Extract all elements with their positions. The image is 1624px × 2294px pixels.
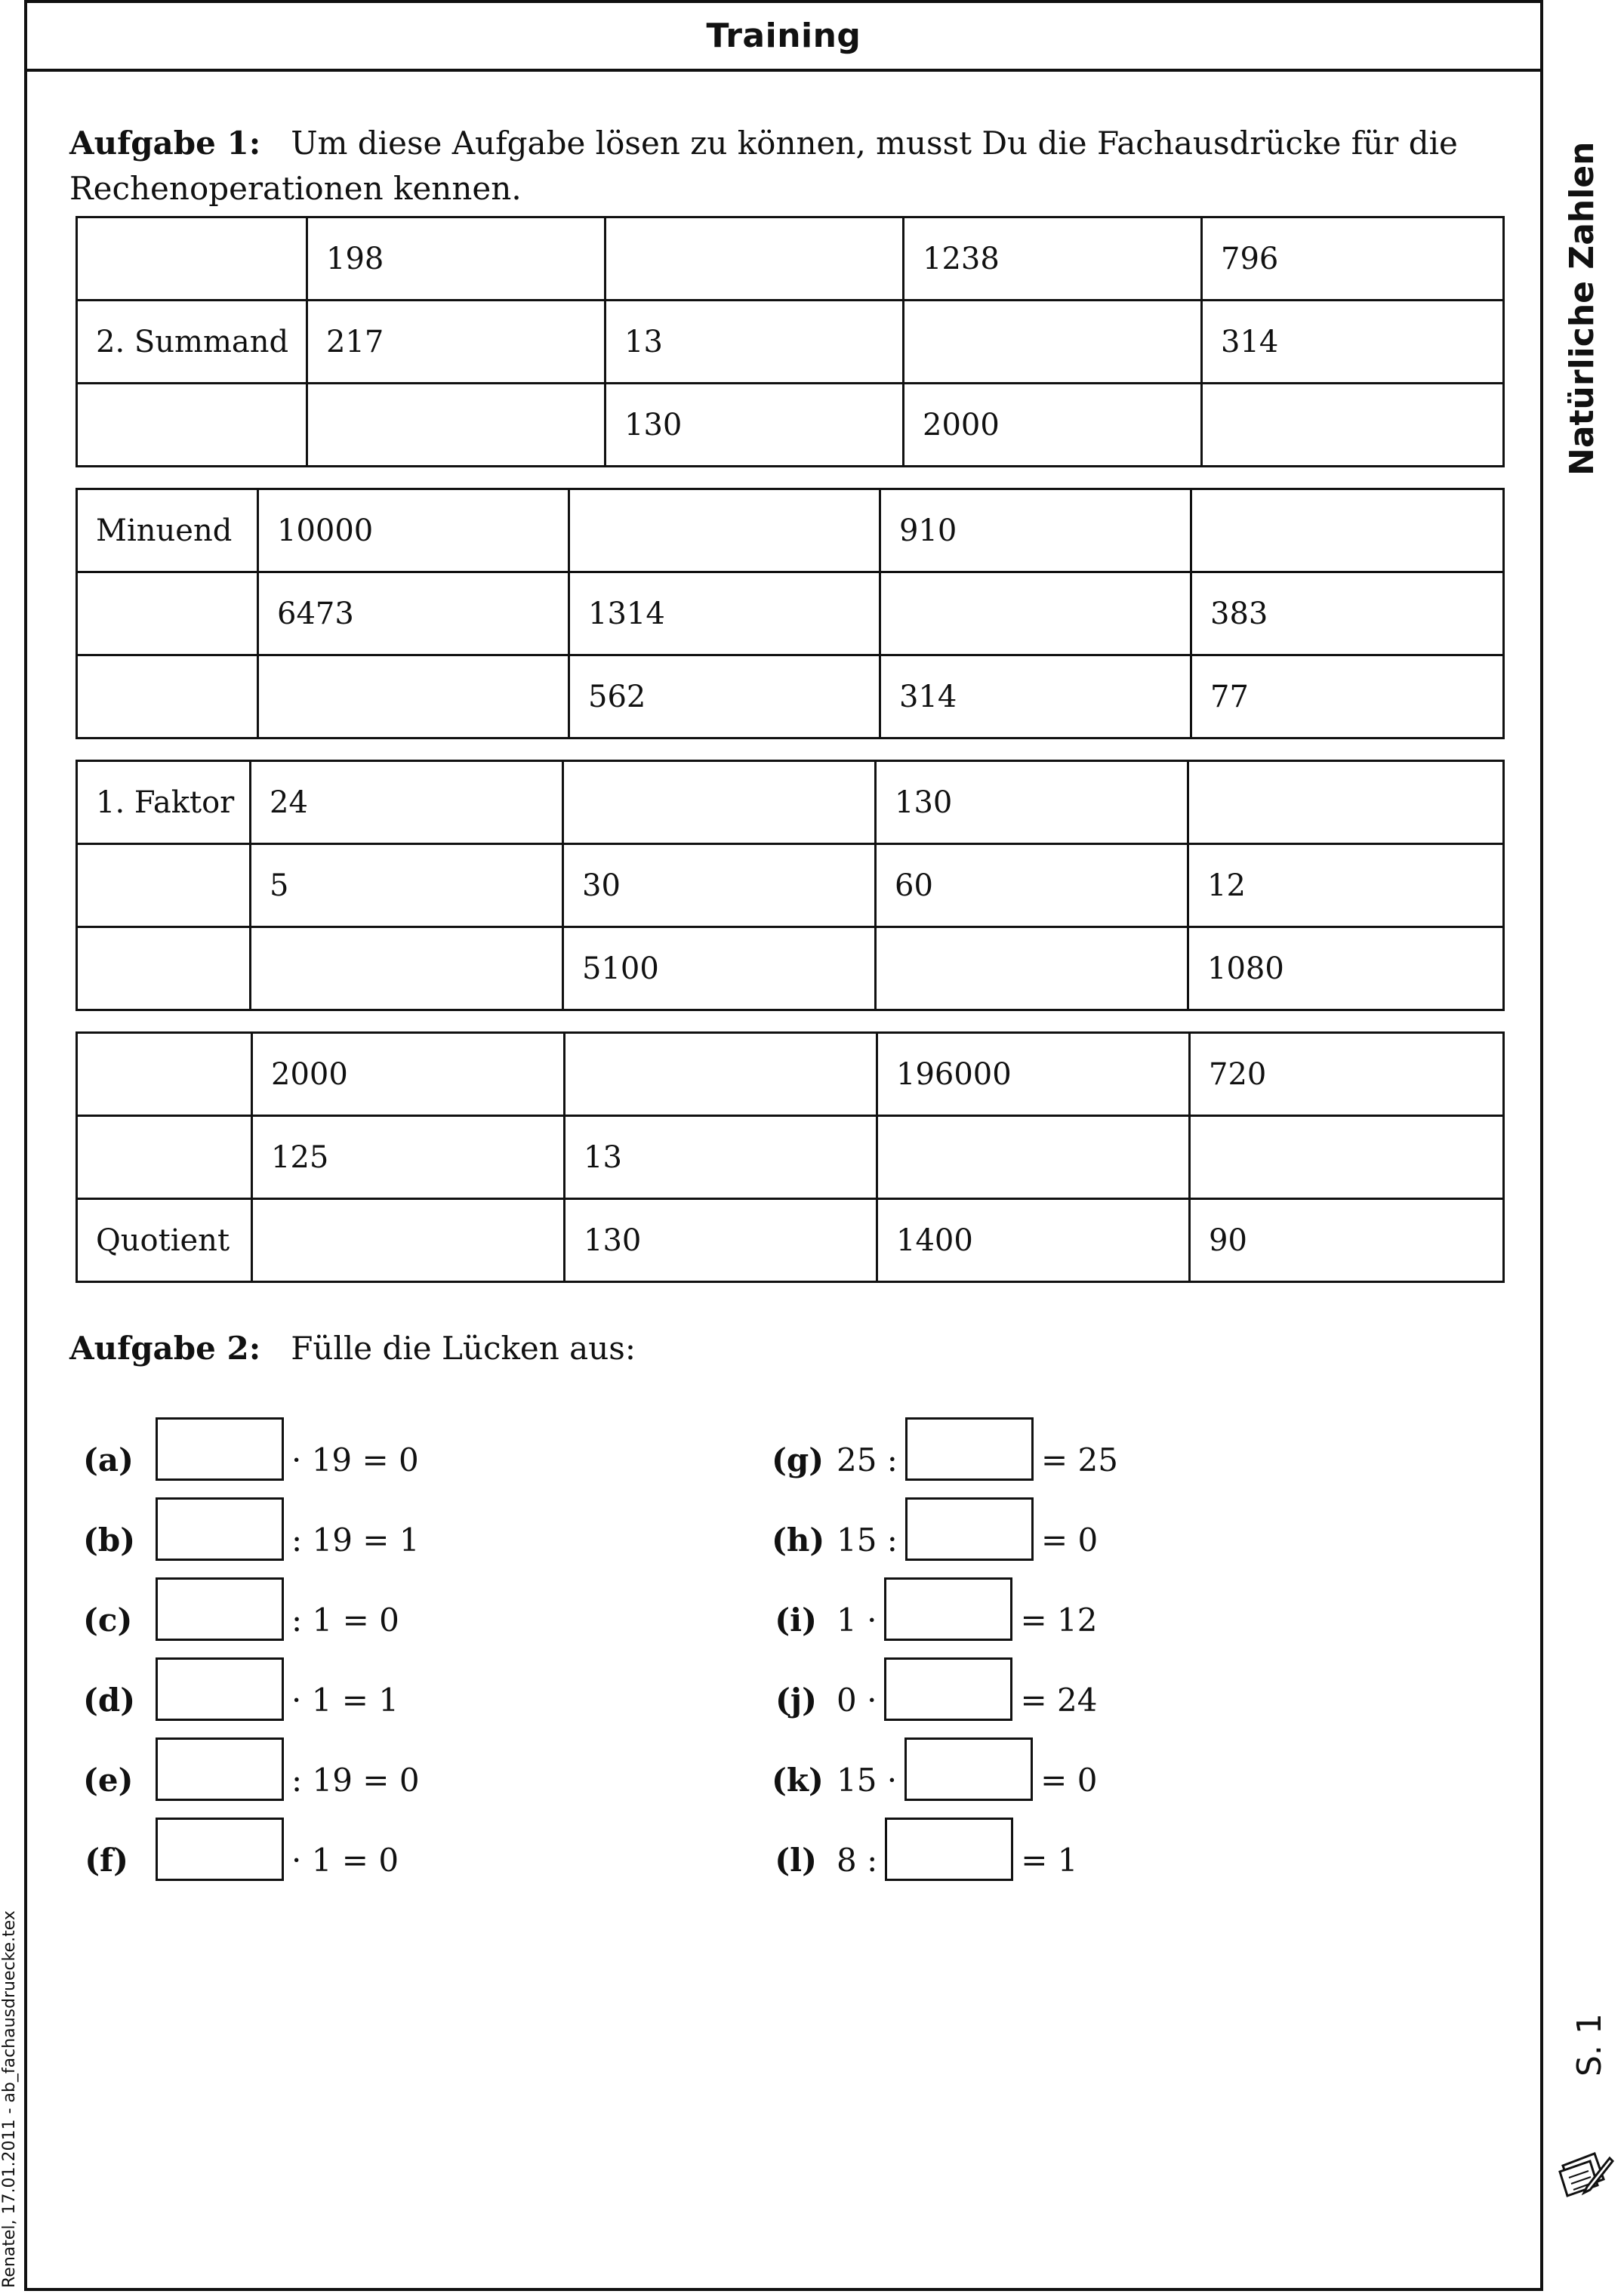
- task1-heading: [69, 121, 1504, 211]
- answer-blank[interactable]: [905, 1497, 1034, 1561]
- exercise-e: [83, 1746, 420, 1814]
- page-title: Training: [706, 17, 861, 55]
- exercise-label: (f): [85, 1841, 128, 1879]
- exercise-a: [83, 1426, 419, 1494]
- exercise-before: 15 :: [837, 1521, 898, 1559]
- answer-blank[interactable]: [156, 1657, 284, 1721]
- table-cell[interactable]: [258, 655, 569, 738]
- table-row: [77, 655, 1504, 738]
- table-row: [77, 301, 1504, 384]
- table-cell[interactable]: 314: [1202, 301, 1504, 384]
- page-header: [24, 0, 1543, 72]
- exercise-after: · 1 = 1: [291, 1681, 399, 1719]
- table-cell[interactable]: 198: [307, 217, 606, 301]
- table-cell[interactable]: [77, 217, 307, 301]
- exercise-label: (d): [83, 1681, 136, 1719]
- table-cell[interactable]: [1191, 489, 1504, 572]
- division-table: [75, 1031, 1505, 1283]
- exercise-label: (a): [83, 1441, 134, 1478]
- exercise-before: 1 ·: [837, 1601, 877, 1639]
- exercise-after: = 24: [1020, 1681, 1098, 1719]
- exercise-after: = 25: [1040, 1441, 1118, 1478]
- table-cell[interactable]: [77, 1116, 252, 1199]
- table-row: [77, 1116, 1504, 1199]
- exercise-d: [83, 1666, 399, 1734]
- table-cell[interactable]: 196000: [877, 1033, 1190, 1116]
- table-cell[interactable]: 130: [565, 1199, 877, 1282]
- table-cell[interactable]: 10000: [258, 489, 569, 572]
- footer-note-text: Renatel, 17.01.2011 - ab_fachausdruecke.tex: [0, 1910, 19, 2288]
- exercise-after: = 12: [1020, 1601, 1098, 1639]
- table-cell[interactable]: [77, 1033, 252, 1116]
- table-row: [77, 384, 1504, 467]
- table-row: [77, 761, 1504, 844]
- table-cell[interactable]: 130: [606, 384, 904, 467]
- exercise-k: [772, 1746, 1097, 1814]
- table-cell[interactable]: 13: [606, 301, 904, 384]
- table-cell[interactable]: [563, 761, 876, 844]
- table-cell[interactable]: 1080: [1188, 927, 1504, 1010]
- table-cell[interactable]: [1202, 384, 1504, 467]
- exercise-after: · 1 = 0: [291, 1841, 399, 1879]
- table-cell[interactable]: 383: [1191, 572, 1504, 655]
- subtraction-table: [75, 488, 1505, 739]
- exercise-before: 15 ·: [837, 1761, 898, 1799]
- table-row: [77, 1033, 1504, 1116]
- exercise-after: = 0: [1040, 1761, 1098, 1799]
- exercise-after: = 0: [1040, 1521, 1099, 1559]
- exercise-i: [772, 1586, 1097, 1654]
- answer-blank[interactable]: [905, 1417, 1034, 1481]
- table-cell[interactable]: 2. Summand: [77, 301, 307, 384]
- table-cell[interactable]: 5100: [563, 927, 876, 1010]
- answer-blank[interactable]: [885, 1818, 1013, 1881]
- side-title-text: Natürliche Zahlen: [1563, 141, 1601, 476]
- table-cell[interactable]: 12: [1188, 844, 1504, 927]
- table-cell[interactable]: 2000: [252, 1033, 565, 1116]
- table-cell[interactable]: 24: [251, 761, 563, 844]
- exercise-label: (g): [772, 1441, 824, 1478]
- table-row: [77, 844, 1504, 927]
- answer-blank[interactable]: [156, 1577, 284, 1641]
- table-row: [77, 489, 1504, 572]
- table-cell[interactable]: Quotient: [77, 1199, 252, 1282]
- exercise-b: [83, 1506, 420, 1574]
- exercise-label: (j): [775, 1681, 817, 1719]
- page-number-text: S. 1: [1570, 2013, 1609, 2077]
- table-cell[interactable]: 60: [876, 844, 1188, 927]
- answer-blank[interactable]: [884, 1577, 1012, 1641]
- table-cell[interactable]: [904, 301, 1202, 384]
- table-cell[interactable]: 1238: [904, 217, 1202, 301]
- table-cell[interactable]: [251, 927, 563, 1010]
- answer-blank[interactable]: [156, 1818, 284, 1881]
- table-cell[interactable]: Minuend: [77, 489, 258, 572]
- table-cell[interactable]: 314: [880, 655, 1191, 738]
- exercise-after: : 1 = 0: [291, 1601, 399, 1639]
- task2-heading: [69, 1326, 1504, 1371]
- table-cell[interactable]: 5: [251, 844, 563, 927]
- table-cell[interactable]: 30: [563, 844, 876, 927]
- exercise-f: [83, 1826, 399, 1894]
- table-cell[interactable]: [569, 489, 880, 572]
- exercise-l: [772, 1826, 1078, 1894]
- task2-text: Fülle die Lücken aus:: [291, 1330, 636, 1367]
- exercise-before: 8 :: [837, 1841, 878, 1879]
- table-cell[interactable]: 910: [880, 489, 1191, 572]
- addition-table: [75, 216, 1505, 467]
- answer-blank[interactable]: [156, 1417, 284, 1481]
- table-cell[interactable]: [77, 655, 258, 738]
- table-cell[interactable]: 1400: [877, 1199, 1190, 1282]
- exercise-label: (b): [83, 1521, 136, 1559]
- table-cell[interactable]: [77, 844, 251, 927]
- table-cell[interactable]: 6473: [258, 572, 569, 655]
- exercise-label: (h): [772, 1521, 825, 1559]
- answer-blank[interactable]: [156, 1497, 284, 1561]
- table-row: [77, 217, 1504, 301]
- table-cell[interactable]: [877, 1116, 1190, 1199]
- exercise-c: [83, 1586, 399, 1654]
- paper-pen-icon: [1557, 2143, 1617, 2203]
- table-cell[interactable]: 720: [1190, 1033, 1504, 1116]
- table-cell[interactable]: 13: [565, 1116, 877, 1199]
- exercise-g: [772, 1426, 1118, 1494]
- exercise-after: : 19 = 1: [291, 1521, 420, 1559]
- exercise-before: 0 ·: [837, 1681, 877, 1719]
- table-cell[interactable]: [876, 927, 1188, 1010]
- table-cell[interactable]: [77, 572, 258, 655]
- table-cell[interactable]: 125: [252, 1116, 565, 1199]
- task2-label: Aufgabe 2:: [69, 1330, 261, 1367]
- table-cell[interactable]: 217: [307, 301, 606, 384]
- exercise-h: [772, 1506, 1098, 1574]
- table-cell[interactable]: 90: [1190, 1199, 1504, 1282]
- table-cell[interactable]: 1314: [569, 572, 880, 655]
- exercise-after: = 1: [1021, 1841, 1078, 1879]
- table-row: [77, 927, 1504, 1010]
- exercise-label: (c): [83, 1601, 133, 1639]
- exercise-j: [772, 1666, 1097, 1734]
- task1-label: Aufgabe 1:: [69, 125, 261, 162]
- table-cell[interactable]: 562: [569, 655, 880, 738]
- exercise-label: (i): [775, 1601, 817, 1639]
- table-cell[interactable]: 77: [1191, 655, 1504, 738]
- table-row: [77, 572, 1504, 655]
- exercise-after: · 19 = 0: [291, 1441, 419, 1478]
- exercise-label: (k): [772, 1761, 824, 1799]
- exercise-before: 25 :: [837, 1441, 898, 1478]
- exercise-label: (e): [83, 1761, 134, 1799]
- table-cell[interactable]: [1190, 1116, 1504, 1199]
- table-cell[interactable]: 2000: [904, 384, 1202, 467]
- table-cell[interactable]: [565, 1033, 877, 1116]
- table-cell[interactable]: [606, 217, 904, 301]
- exercise-after: : 19 = 0: [291, 1761, 420, 1799]
- table-cell[interactable]: [77, 927, 251, 1010]
- answer-blank[interactable]: [156, 1737, 284, 1801]
- answer-blank[interactable]: [904, 1737, 1033, 1801]
- table-cell[interactable]: 1. Faktor: [77, 761, 251, 844]
- table-cell[interactable]: [307, 384, 606, 467]
- table-cell[interactable]: 130: [876, 761, 1188, 844]
- table-cell[interactable]: [1188, 761, 1504, 844]
- table-cell[interactable]: 796: [1202, 217, 1504, 301]
- table-cell[interactable]: [880, 572, 1191, 655]
- table-row: [77, 1199, 1504, 1282]
- table-cell[interactable]: [77, 384, 307, 467]
- table-cell[interactable]: [252, 1199, 565, 1282]
- answer-blank[interactable]: [884, 1657, 1012, 1721]
- exercise-label: (l): [775, 1841, 817, 1879]
- multiplication-table: [75, 760, 1505, 1011]
- task1-text: Um diese Aufgabe lösen zu können, musst Du die Fachausdrücke für die Rechenoperationen kennen.: [69, 125, 1458, 207]
